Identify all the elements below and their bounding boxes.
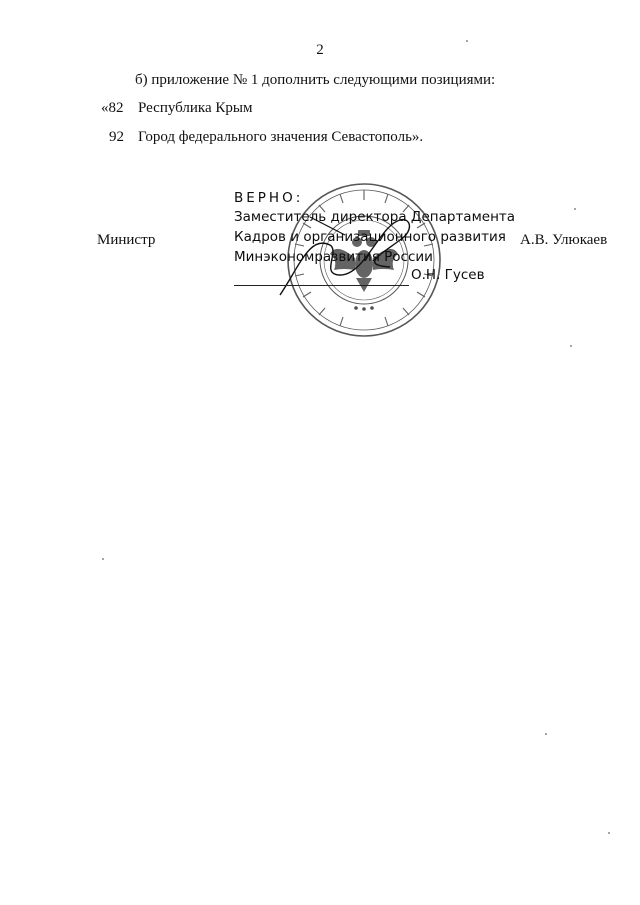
scan-speck <box>570 345 572 347</box>
signatory-title: Министр <box>97 232 156 248</box>
certification-signature-line <box>234 285 409 286</box>
position-number: 92 <box>109 129 124 145</box>
scan-speck <box>545 733 547 735</box>
certification-department-line: Кадров и организационного развития <box>234 229 506 245</box>
position-row <box>101 100 252 117</box>
position-name: Город федерального значения Севастополь». <box>138 129 424 145</box>
amendment-line: б) приложение № 1 дополнить следующими позициями: <box>135 72 496 88</box>
signatory-name: А.В. Улюкаев <box>520 232 608 248</box>
position-number: «82 <box>101 100 124 116</box>
certification-ministry-line: Минэкономразвития России <box>234 249 433 265</box>
scan-speck <box>466 40 468 42</box>
certification-position-line: Заместитель директора Департамента <box>234 209 516 225</box>
position-name: Республика Крым <box>138 100 253 116</box>
scan-speck <box>102 558 104 560</box>
scan-speck <box>608 832 610 834</box>
certification-heading: ВЕРНО: <box>234 190 304 206</box>
page-number: 2 <box>316 42 324 58</box>
position-row <box>109 129 423 146</box>
scan-speck <box>574 208 576 210</box>
certification-signer: О.Н. Гусев <box>411 267 485 283</box>
